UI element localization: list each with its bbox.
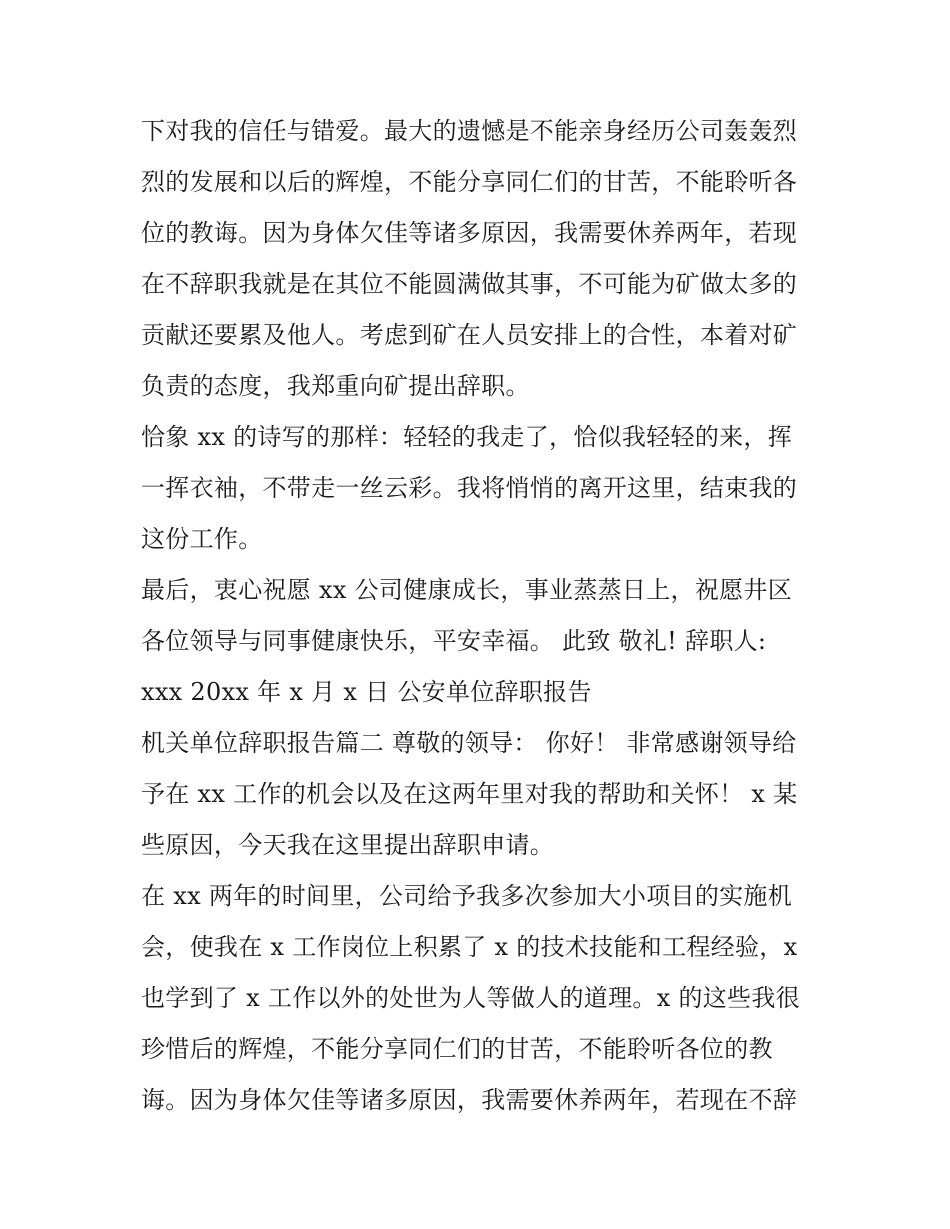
text-line: xxx 20xx 年 x 月 x 日 公安单位辞职报告 bbox=[141, 678, 592, 706]
text-line: 珍惜后的辉煌，不能分享同仁们的甘苦，不能聆听各位的教 bbox=[141, 1035, 773, 1063]
text-line: 些原因，今天我在这里提出辞职申请。 bbox=[141, 831, 555, 859]
text-line: 位的教诲。因为身体欠佳等诸多原因，我需要休养两年，若现 bbox=[141, 219, 798, 247]
text-line: 烈的发展和以后的辉煌，不能分享同仁们的甘苦，不能聆听各 bbox=[141, 168, 798, 196]
text-line: 一挥衣袖，不带走一丝云彩。我将悄悄的离开这里，结束我的 bbox=[141, 474, 798, 502]
text-line: 恰象 xx 的诗写的那样：轻轻的我走了，恰似我轻轻的来，挥 bbox=[141, 423, 793, 451]
text-line: 诲。因为身体欠佳等诸多原因，我需要休养两年，若现在不辞 bbox=[141, 1086, 798, 1114]
text-line: 机关单位辞职报告篇二 尊敬的领导： 你好！ 非常感谢领导给 bbox=[141, 729, 797, 757]
text-line: 最后，衷心祝愿 xx 公司健康成长，事业蒸蒸日上，祝愿井区 bbox=[141, 576, 793, 604]
text-line: 也学到了 x 工作以外的处世为人等做人的道理。x 的这些我很 bbox=[141, 984, 800, 1012]
text-line: 贡献还要累及他人。考虑到矿在人员安排上的合性，本着对矿 bbox=[141, 321, 798, 349]
text-line: 这份工作。 bbox=[141, 525, 263, 553]
text-line: 下对我的信任与错爱。最大的遗憾是不能亲身经历公司轰轰烈 bbox=[141, 117, 798, 145]
text-line: 会，使我在 x 工作岗位上积累了 x 的技术技能和工程经验，x bbox=[141, 933, 798, 961]
text-line: 负责的态度，我郑重向矿提出辞职。 bbox=[141, 372, 530, 400]
text-line: 在 xx 两年的时间里，公司给予我多次参加大小项目的实施机 bbox=[141, 882, 793, 910]
text-line: 各位领导与同事健康快乐，平安幸福。 此致 敬礼! 辞职人: bbox=[141, 627, 767, 655]
document-body bbox=[141, 106, 821, 1126]
text-line: 在不辞职我就是在其位不能圆满做其事，不可能为矿做太多的 bbox=[141, 270, 798, 298]
text-line: 予在 xx 工作的机会以及在这两年里对我的帮助和关怀！ x 某 bbox=[141, 780, 798, 808]
